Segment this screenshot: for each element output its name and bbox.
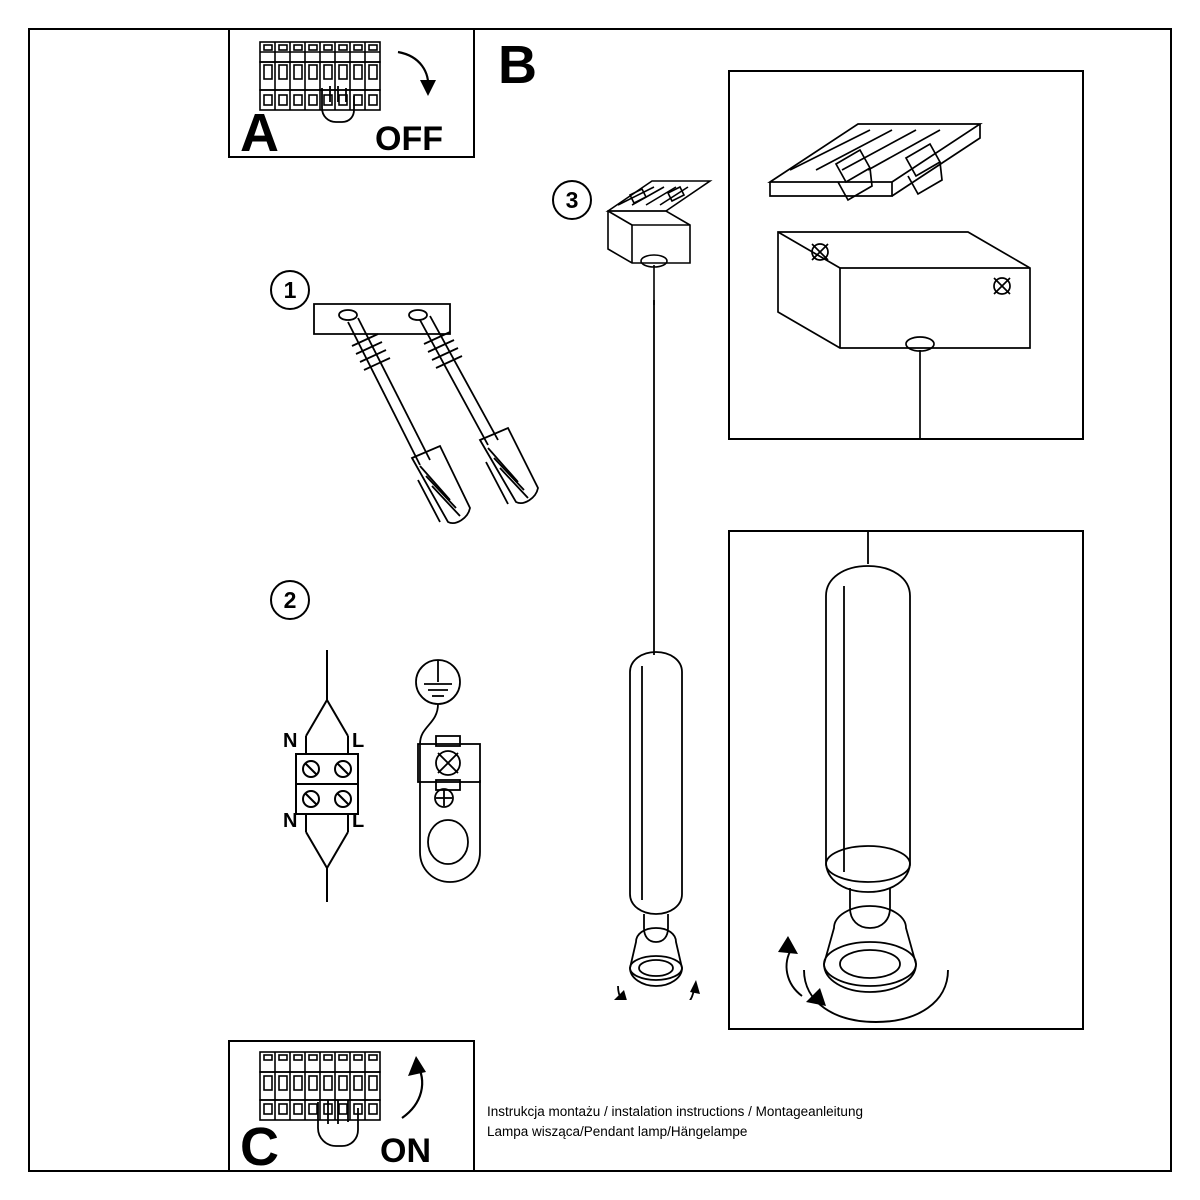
terminal-label-bottom-n: N	[283, 810, 298, 832]
caption-line-2: Lampa wisząca/Pendant lamp/Hängelampe	[487, 1124, 748, 1139]
panel-c-state-label: ON	[380, 1132, 431, 1170]
caption-line-1: Instrukcja montażu / instalation instructions / Montageanleitung	[487, 1104, 863, 1119]
step-2-graphic	[270, 640, 510, 910]
pendant-lamp-graphic	[600, 300, 740, 1000]
step-1-number: 1	[283, 276, 297, 303]
detail-lamp-head-graphic	[730, 532, 1082, 1028]
terminal-label-top-n: N	[283, 730, 298, 752]
detail-ceiling-plate-box	[728, 70, 1084, 440]
panel-a-box	[228, 28, 475, 163]
panel-b-letter: B	[498, 35, 537, 95]
terminal-label-top-l: L	[352, 730, 365, 752]
step-3-number: 3	[565, 186, 579, 213]
panel-c-box	[228, 1040, 475, 1177]
terminal-label-bottom-l: L	[352, 810, 365, 832]
panel-a-letter: A	[240, 103, 279, 163]
detail-lamp-head-box	[728, 530, 1084, 1030]
step-2-number: 2	[283, 586, 297, 613]
step-2-marker	[270, 580, 310, 620]
detail-ceiling-plate-graphic	[730, 72, 1082, 438]
panel-c-letter: C	[240, 1117, 279, 1177]
step-1-graphic	[300, 290, 570, 560]
panel-a-state-label: OFF	[375, 120, 443, 158]
